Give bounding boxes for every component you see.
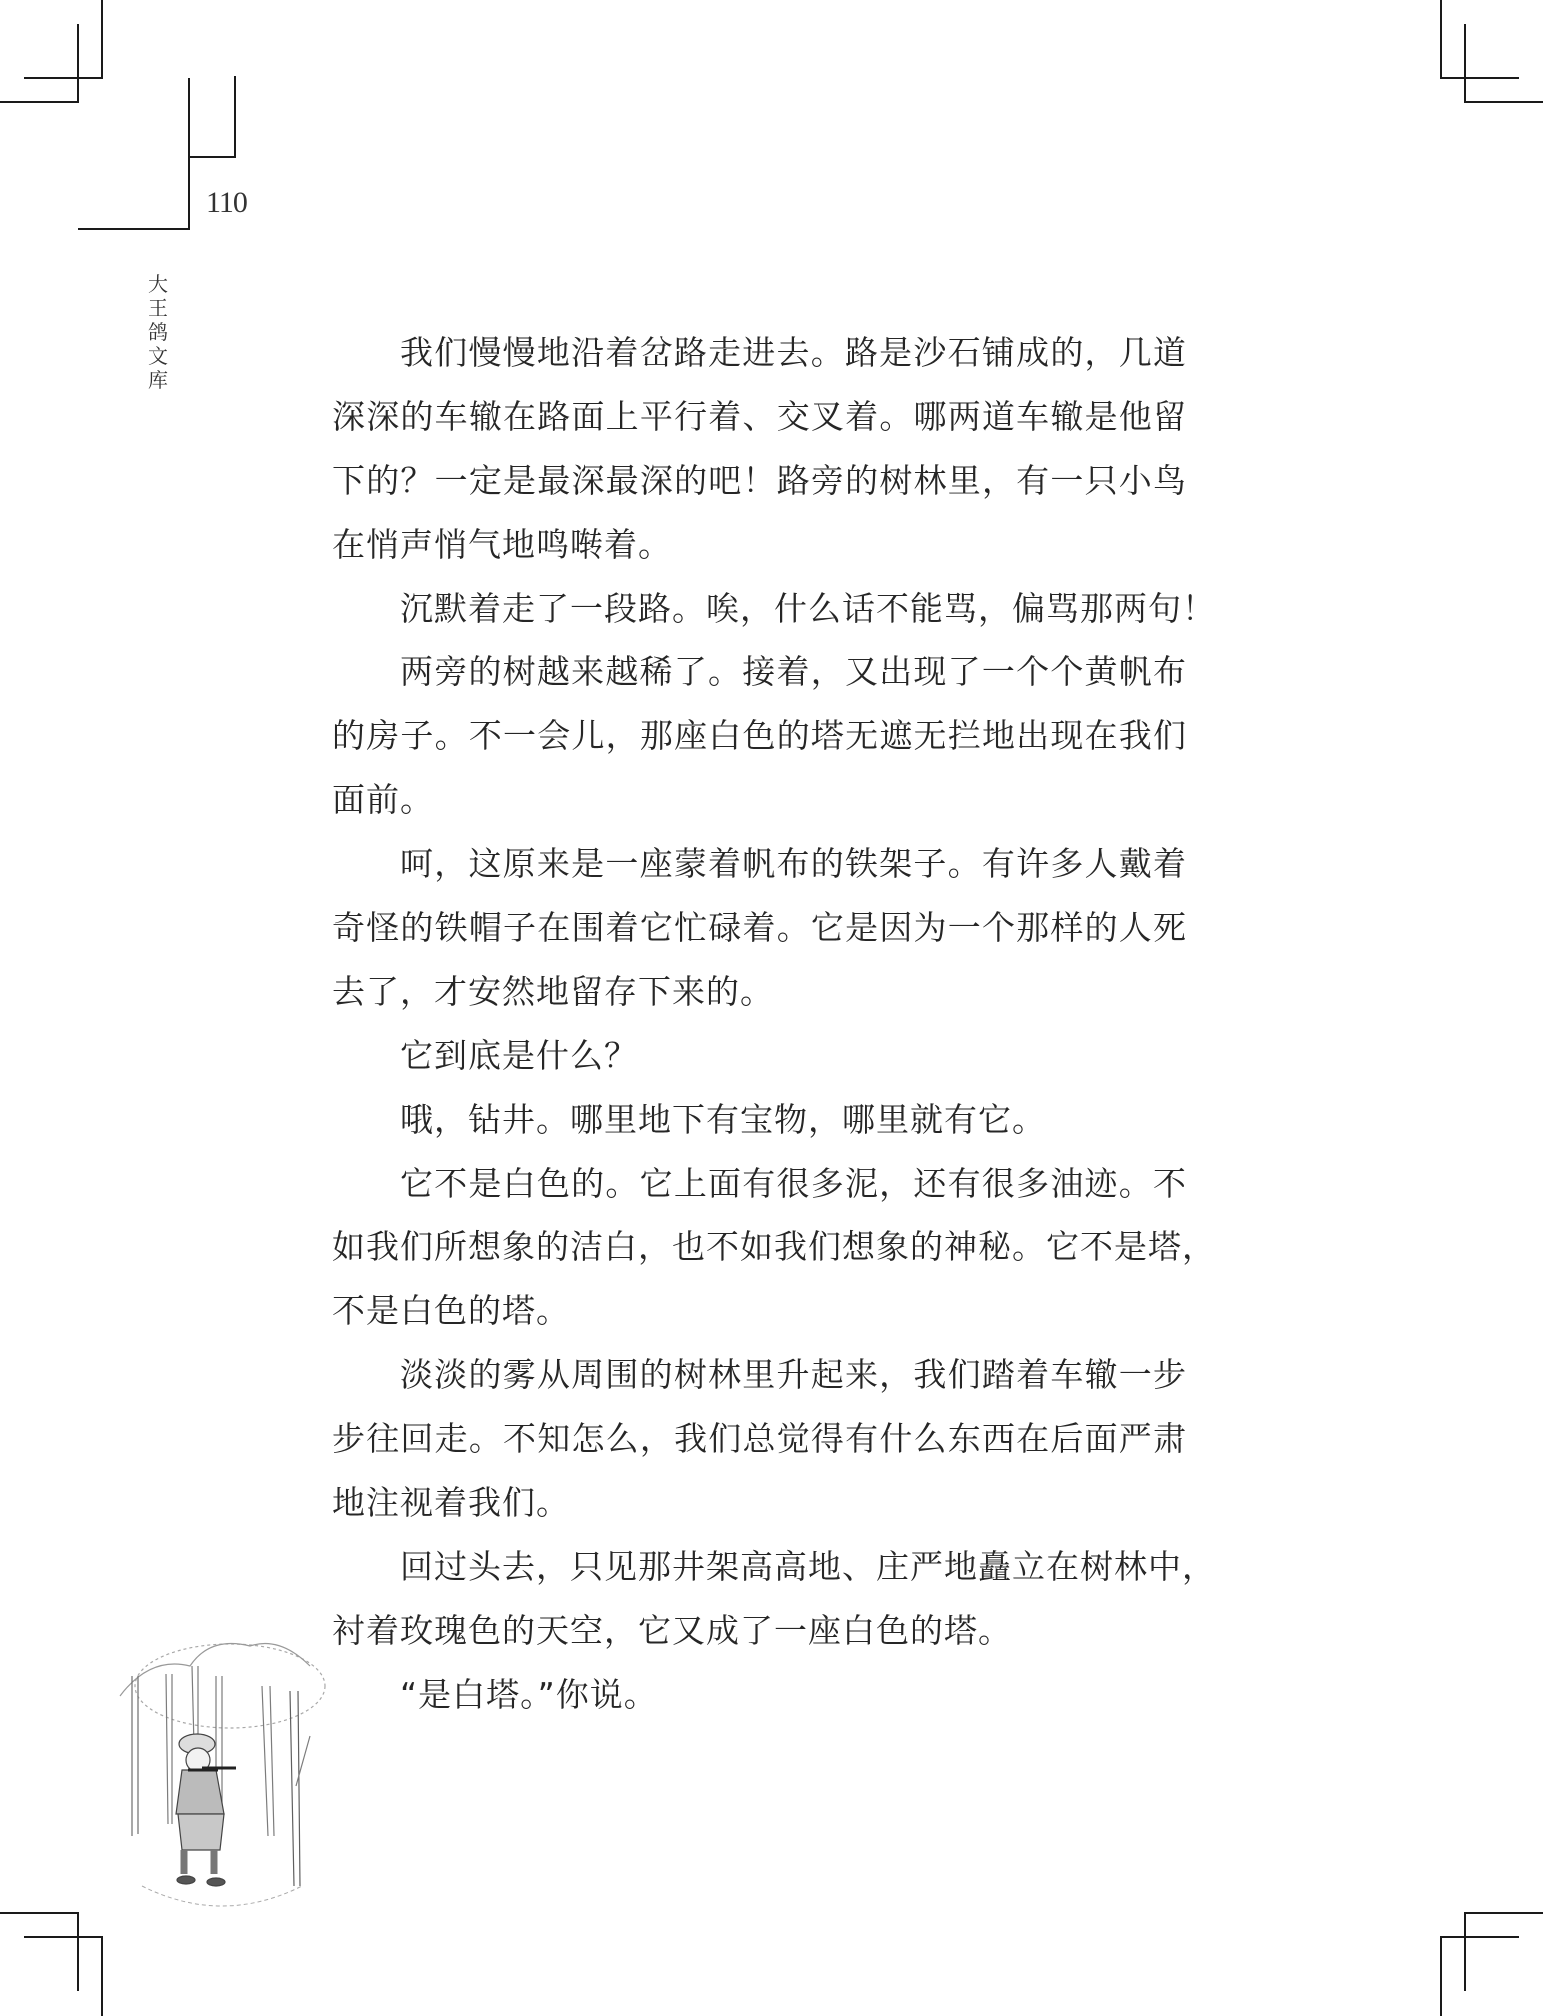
page-number: 110: [206, 186, 247, 219]
crop-mark: [24, 1936, 103, 1938]
series-label-char: 王: [148, 296, 168, 320]
paragraph-line: 地注视着我们。: [332, 1483, 570, 1523]
paragraph-line: 沉默着走了一段路。唉，什么话不能骂，偏骂那两句！: [400, 588, 1216, 628]
crop-mark: [0, 101, 79, 103]
crop-mark: [1464, 1912, 1466, 1991]
crop-mark: [1440, 1936, 1442, 2016]
paragraph-line: 我们慢慢地沿着岔路走进去。路是沙石铺成的，几道: [400, 333, 1187, 372]
crop-mark: [77, 24, 79, 103]
page-number-frame: [234, 76, 236, 158]
forest-flute-boy-illustration: [112, 1636, 342, 1928]
crop-mark: [0, 1912, 79, 1914]
crop-mark: [101, 0, 103, 79]
series-label: [146, 272, 170, 392]
paragraph-line: 淡淡的雾从周围的树林里升起来，我们踏着车辙一步: [400, 1355, 1187, 1395]
paragraph-line: 深深的车辙在路面上平行着、交叉着。哪两道车辙是他留: [332, 396, 1187, 436]
crop-mark: [1464, 24, 1466, 103]
crop-mark: [1440, 1936, 1519, 1938]
page-number-frame: [188, 78, 190, 230]
crop-mark: [1440, 77, 1519, 79]
paragraph-line: 它到底是什么？: [400, 1035, 638, 1075]
body-text: [332, 321, 1216, 1727]
page-number-frame: [78, 228, 190, 230]
paragraph-line: 不是白色的塔。: [332, 1291, 570, 1331]
paragraph-line: “是白塔。”你说。: [400, 1674, 658, 1714]
crop-mark: [1464, 1912, 1543, 1914]
paragraph-line: 两旁的树越来越稀了。接着，又出现了一个个黄帆布: [400, 652, 1187, 692]
paragraph-line: 下的？一定是最深最深的吧！路旁的树林里，有一只小鸟: [332, 460, 1187, 500]
paragraph-line: 在悄声悄气地鸣啭着。: [332, 524, 672, 564]
paragraph-line: 哦，钻井。哪里地下有宝物，哪里就有它。: [400, 1099, 1046, 1139]
paragraph-line: 它不是白色的。它上面有很多泥，还有很多油迹。不: [400, 1163, 1187, 1203]
paragraph-line: 奇怪的铁帽子在围着它忙碌着。它是因为一个那样的人死: [332, 908, 1187, 948]
paragraph-line: 如我们所想象的洁白，也不如我们想象的神秘。它不是塔，: [332, 1227, 1216, 1267]
paragraph-line: 面前。: [332, 780, 434, 820]
paragraph-line: 步往回走。不知怎么，我们总觉得有什么东西在后面严肃: [332, 1419, 1187, 1459]
series-label-char: 文: [148, 344, 168, 368]
series-label-char: 库: [148, 368, 168, 392]
paragraph-line: 的房子。不一会儿，那座白色的塔无遮无拦地出现在我们: [332, 716, 1187, 756]
series-label-char: 鸽: [148, 320, 168, 344]
crop-mark: [1440, 0, 1442, 79]
crop-mark: [77, 1912, 79, 1991]
paragraph-line: 回过头去，只见那井架高高地、庄严地矗立在树林中，: [400, 1546, 1216, 1586]
paragraph-line: 衬着玫瑰色的天空，它又成了一座白色的塔。: [332, 1610, 1012, 1650]
crop-mark: [1464, 101, 1543, 103]
series-label-char: 大: [148, 272, 168, 296]
page-number-frame: [188, 156, 236, 158]
crop-mark: [24, 77, 103, 79]
crop-mark: [101, 1936, 103, 2016]
paragraph-line: 呵，这原来是一座蒙着帆布的铁架子。有许多人戴着: [400, 844, 1187, 884]
paragraph-line: 去了，才安然地留存下来的。: [332, 971, 774, 1011]
